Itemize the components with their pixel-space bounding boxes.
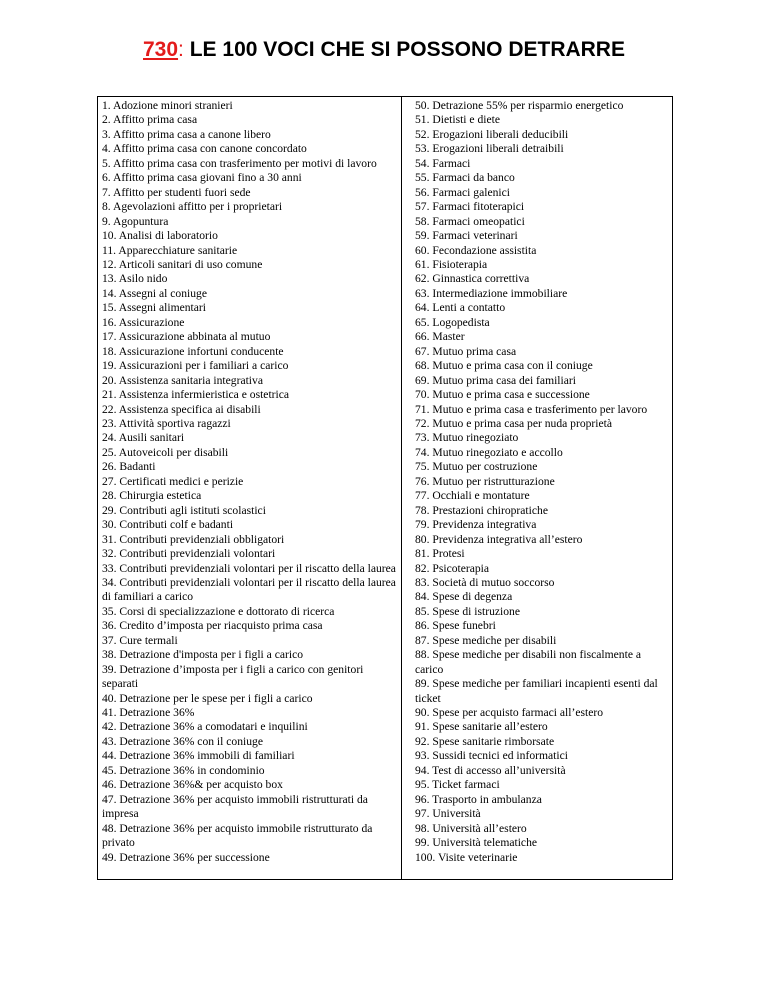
title-number: 730 bbox=[143, 38, 179, 61]
list-item: 11. Apparecchiature sanitarie bbox=[102, 243, 238, 257]
list-item: 43. Detrazione 36% con il coniuge bbox=[102, 734, 263, 748]
list-item: 86. Spese funebri bbox=[415, 619, 496, 633]
list-item: 92. Spese sanitarie rimborsate bbox=[415, 734, 555, 748]
list-item: 23. Attività sportiva ragazzi bbox=[102, 416, 231, 430]
list-item: 54. Farmaci bbox=[415, 156, 471, 170]
list-item: 21. Assistenza infermieristica e ostetrica bbox=[102, 388, 290, 402]
list-item: 81. Protesi bbox=[415, 547, 465, 561]
list-item: 2. Affitto prima casa bbox=[102, 113, 198, 127]
list-item: 18. Assicurazione infortuni conducente bbox=[102, 344, 284, 358]
list-item: 57. Farmaci fitoterapici bbox=[415, 200, 525, 214]
list-item: 72. Mutuo e prima casa per nuda proprietà bbox=[415, 416, 613, 430]
list-item: 6. Affitto prima casa giovani fino a 30 anni bbox=[102, 171, 302, 185]
list-item: 5. Affitto prima casa con trasferimento per motivi di lavoro bbox=[102, 156, 377, 170]
list-item: 78. Prestazioni chiropratiche bbox=[415, 503, 548, 517]
list-item: 3. Affitto prima casa a canone libero bbox=[102, 127, 271, 141]
list-item: 29. Contributi agli istituti scolastici bbox=[102, 503, 266, 517]
list-item: 59. Farmaci veterinari bbox=[415, 229, 518, 243]
list-item: 12. Articoli sanitari di uso comune bbox=[102, 257, 263, 271]
list-item: 45. Detrazione 36% in condominio bbox=[102, 763, 265, 777]
list-item: 96. Trasporto in ambulanza bbox=[415, 792, 542, 806]
list-item: 44. Detrazione 36% immobili di familiari bbox=[102, 749, 295, 763]
list-item: 10. Analisi di laboratorio bbox=[102, 229, 218, 243]
list-item: 60. Fecondazione assistita bbox=[415, 243, 537, 257]
list-item: 99. Università telematiche bbox=[415, 836, 538, 850]
list-item: 80. Previdenza integrativa all’estero bbox=[415, 532, 583, 546]
list-item: 17. Assicurazione abbinata al mutuo bbox=[102, 330, 271, 344]
list-item: 88. Spese mediche per disabili non fiscalmente a carico bbox=[415, 648, 642, 676]
list-item: 37. Cure termali bbox=[102, 633, 178, 647]
list-item: 51. Dietisti e diete bbox=[415, 113, 501, 127]
list-item: 35. Corsi di specializzazione e dottorato di ricerca bbox=[102, 604, 335, 618]
list-item: 52. Erogazioni liberali deducibili bbox=[415, 127, 569, 141]
list-item: 4. Affitto prima casa con canone concordato bbox=[102, 142, 307, 156]
list-item: 1. Adozione minori stranieri bbox=[102, 99, 233, 112]
list-item: 82. Psicoterapia bbox=[415, 561, 490, 575]
list-item: 13. Asilo nido bbox=[102, 272, 168, 286]
list-item: 16. Assicurazione bbox=[102, 315, 185, 329]
list-item: 61. Fisioterapia bbox=[415, 257, 488, 271]
list-item: 50. Detrazione 55% per risparmio energetico bbox=[415, 99, 624, 112]
list-item: 89. Spese mediche per familiari incapienti esenti dal ticket bbox=[415, 677, 658, 705]
list-item: 49. Detrazione 36% per successione bbox=[102, 850, 270, 864]
list-item: 19. Assicurazioni per i familiari a carico bbox=[102, 359, 289, 373]
list-item: 95. Ticket farmaci bbox=[415, 778, 500, 792]
list-item: 94. Test di accesso all’università bbox=[415, 763, 566, 777]
list-item: 14. Assegni al coniuge bbox=[102, 286, 207, 300]
list-item: 85. Spese di istruzione bbox=[415, 604, 520, 618]
list-item: 66. Master bbox=[415, 330, 465, 344]
list-item: 9. Agopuntura bbox=[102, 214, 169, 228]
list-item: 20. Assistenza sanitaria integrativa bbox=[102, 373, 263, 387]
list-item: 25. Autoveicoli per disabili bbox=[102, 445, 229, 459]
list-item: 87. Spese mediche per disabili bbox=[415, 633, 557, 647]
list-item: 67. Mutuo prima casa bbox=[415, 344, 517, 358]
list-item: 56. Farmaci galenici bbox=[415, 185, 510, 199]
list-item: 8. Agevolazioni affitto per i proprietari bbox=[102, 200, 283, 214]
list-item: 98. Università all’estero bbox=[415, 821, 527, 835]
list-item: 74. Mutuo rinegoziato e accollo bbox=[415, 445, 563, 459]
list-item: 83. Società di mutuo soccorso bbox=[415, 575, 555, 589]
list-item: 65. Logopedista bbox=[415, 315, 490, 329]
list-item: 36. Credito d’imposta per riacquisto prima casa bbox=[102, 619, 323, 633]
list-item: 93. Sussidi tecnici ed informatici bbox=[415, 749, 568, 763]
list-item: 75. Mutuo per costruzione bbox=[415, 460, 538, 474]
list-item: 69. Mutuo prima casa dei familiari bbox=[415, 373, 576, 387]
page-title bbox=[0, 36, 768, 64]
list-item: 26. Badanti bbox=[102, 460, 156, 474]
list-item: 32. Contributi previdenziali volontari bbox=[102, 547, 276, 561]
list-item: 48. Detrazione 36% per acquisto immobile ristrutturato da privato bbox=[102, 821, 373, 850]
list-item: 38. Detrazione d'imposta per i figli a carico bbox=[102, 648, 304, 662]
list-item: 64. Lenti a contatto bbox=[415, 301, 506, 315]
list-item: 79. Previdenza integrativa bbox=[415, 518, 537, 532]
list-item: 27. Certificati medici e perizie bbox=[102, 474, 244, 488]
title-colon: : bbox=[178, 38, 184, 61]
list-item: 77. Occhiali e montature bbox=[415, 489, 530, 503]
list-item: 24. Ausili sanitari bbox=[102, 431, 185, 445]
list-item: 97. Università bbox=[415, 807, 481, 821]
list-item: 42. Detrazione 36% a comodatari e inquilini bbox=[102, 720, 308, 734]
list-item: 63. Intermediazione immobiliare bbox=[415, 286, 568, 300]
list-item: 62. Ginnastica correttiva bbox=[415, 272, 530, 286]
title-text: LE 100 VOCI CHE SI POSSONO DETRARRE bbox=[183, 38, 625, 61]
list-item: 73. Mutuo rinegoziato bbox=[415, 431, 519, 445]
list-item: 41. Detrazione 36% bbox=[102, 706, 195, 720]
list-item: 40. Detrazione per le spese per i figli a carico bbox=[102, 691, 313, 705]
right-column bbox=[402, 97, 672, 879]
list-item: 53. Erogazioni liberali detraibili bbox=[415, 142, 564, 156]
list-item: 84. Spese di degenza bbox=[415, 590, 513, 604]
list-item: 100. Visite veterinarie bbox=[415, 850, 518, 864]
list-item: 34. Contributi previdenziali volontari per il riscatto della laurea di familiari a carico bbox=[102, 575, 396, 604]
list-item: 30. Contributi colf e badanti bbox=[102, 518, 234, 532]
list-item: 76. Mutuo per ristrutturazione bbox=[415, 474, 555, 488]
list-item: 70. Mutuo e prima casa e successione bbox=[415, 388, 590, 402]
list-item: 31. Contributi previdenziali obbligatori bbox=[102, 532, 285, 546]
list-item: 39. Detrazione d’imposta per i figli a carico con genitori separati bbox=[102, 662, 364, 691]
list-item: 33. Contributi previdenziali volontari per il riscatto della laurea bbox=[102, 561, 396, 575]
list-item: 7. Affitto per studenti fuori sede bbox=[102, 185, 251, 199]
list-item: 55. Farmaci da banco bbox=[415, 171, 515, 185]
list-item: 47. Detrazione 36% per acquisto immobili ristrutturati da impresa bbox=[102, 792, 368, 821]
list-item: 91. Spese sanitarie all’estero bbox=[415, 720, 548, 734]
left-column bbox=[98, 97, 402, 879]
list-item: 15. Assegni alimentari bbox=[102, 301, 207, 315]
list-item: 71. Mutuo e prima casa e trasferimento per lavoro bbox=[415, 402, 648, 416]
list-item: 28. Chirurgia estetica bbox=[102, 489, 202, 503]
deductions-table bbox=[97, 96, 673, 880]
list-item: 58. Farmaci omeopatici bbox=[415, 214, 525, 228]
list-item: 46. Detrazione 36%& per acquisto box bbox=[102, 778, 283, 792]
list-item: 90. Spese per acquisto farmaci all’estero bbox=[415, 706, 604, 720]
list-item: 68. Mutuo e prima casa con il coniuge bbox=[415, 359, 593, 373]
list-item: 22. Assistenza specifica ai disabili bbox=[102, 402, 261, 416]
